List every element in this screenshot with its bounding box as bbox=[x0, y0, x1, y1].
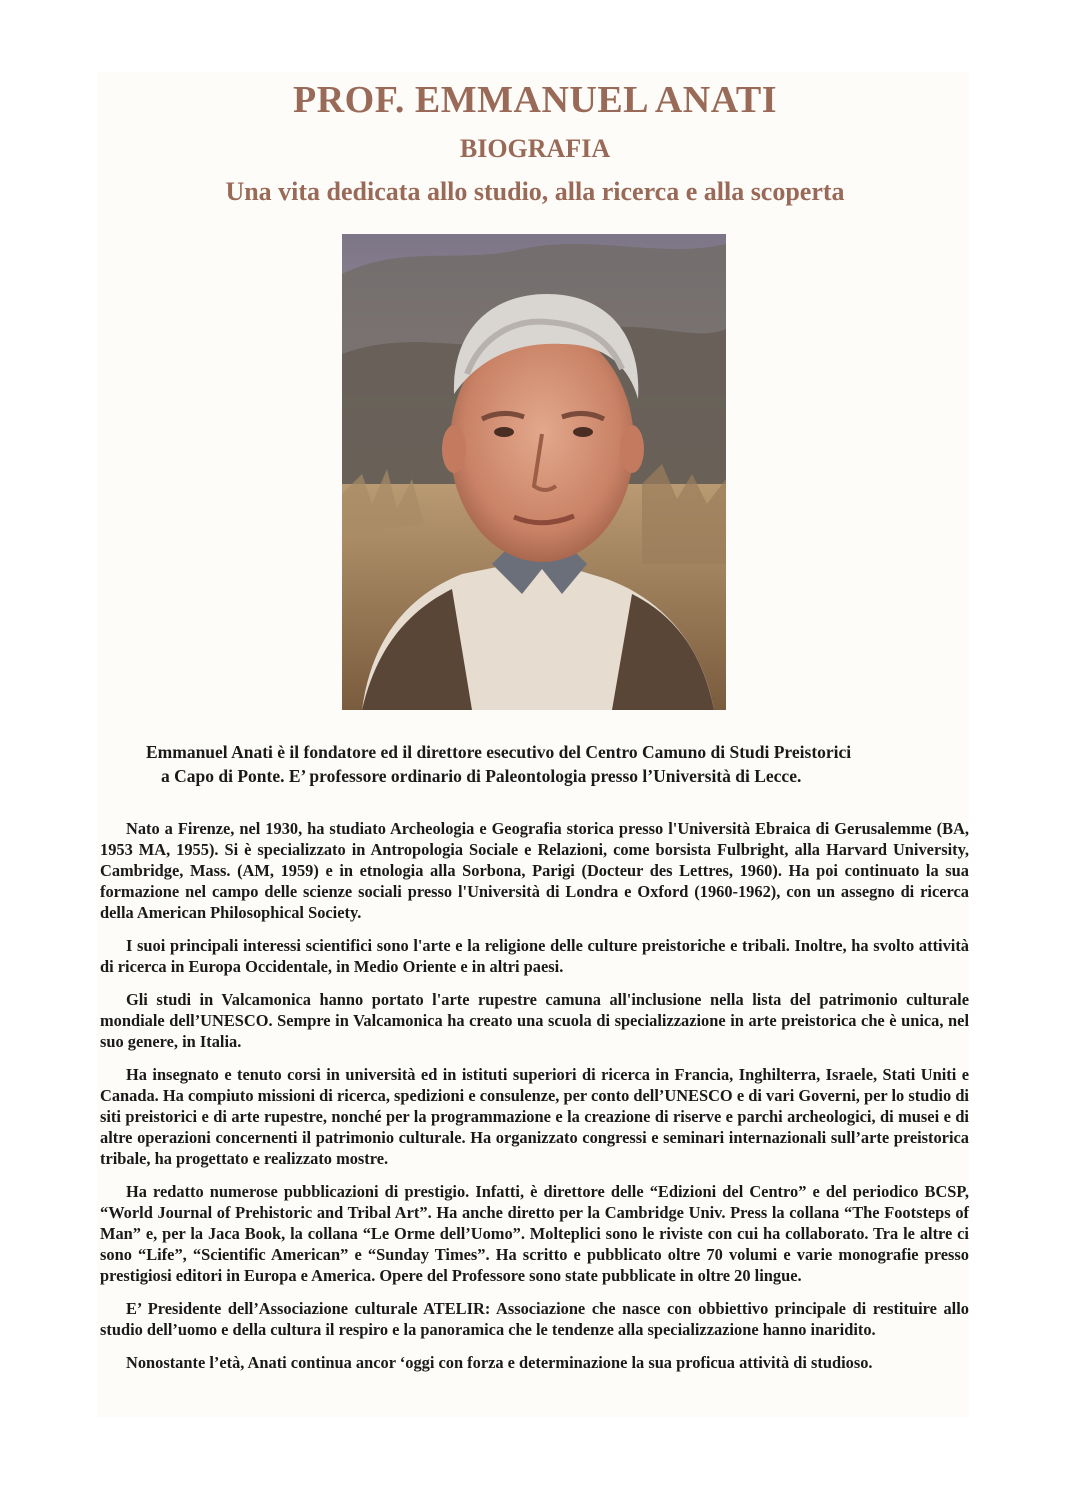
portrait-photo bbox=[342, 234, 726, 710]
intro-line-2: a Capo di Ponte. E’ professore ordinario di Paleontologia presso l’Università di Lecce. bbox=[161, 766, 802, 786]
intro-text bbox=[120, 740, 970, 788]
page-tagline: Una vita dedicata allo studio, alla ricerca e alla scoperta bbox=[225, 177, 845, 206]
page-title: PROF. EMMANUEL ANATI bbox=[293, 79, 777, 121]
intro-line-1: Emmanuel Anati è il fondatore ed il direttore esecutivo del Centro Camuno di Studi Preistorici bbox=[146, 742, 852, 762]
paragraph-atelir: E’ Presidente dell’Associazione culturale ATELIR: Associazione che nasce con obbiettivo principale di restituire allo studio dell’uomo e della cultura il respiro e la panoramica che le tendenze alla specializzazione hanno inaridito. bbox=[100, 1299, 969, 1339]
paragraph-closing: Nonostante l’età, Anati continua ancor ‘oggi con forza e determinazione la sua proficua attività di studioso. bbox=[126, 1353, 873, 1372]
paragraph-publications: Ha redatto numerose pubblicazioni di prestigio. Infatti, è direttore delle “Edizioni del Centro” e del periodico BCSP, “World Journal of Prehistoric and Tribal Art”. Ha anche diretto per la Cambridge Univ. Press la collana “The Footsteps of Man” e, per la Jaca Book, la collana “Le Orme dell’Uomo”. Molteplici sono le riviste con cui ha collaborato. Tra le altre ci sono “Life”, “Scientific American” e “Sunday Times”. Ha scritto e pubblicato oltre 70 volumi e varie monografie presso prestigiosi editori in Europa e America. Opere del Professore sono state pubblicate in oltre 20 lingue. bbox=[100, 1182, 969, 1285]
paragraph-valcamonica: Gli studi in Valcamonica hanno portato l'arte rupestre camuna all'inclusione nella lista del patrimonio culturale mondiale dell’UNESCO. Sempre in Valcamonica ha creato una scuola di specializzazione in arte preistorica che è unica, nel suo genere, in Italia. bbox=[100, 990, 969, 1051]
page-subtitle: BIOGRAFIA bbox=[459, 134, 611, 163]
paragraph-teaching: Ha insegnato e tenuto corsi in università ed in istituti superiori di ricerca in Francia, Inghilterra, Israele, Stati Uniti e Canada. Ha compiuto missioni di ricerca, spedizioni e consulenze, per conto dell’UNESCO e di vari Governi, per lo studio di siti preistorici e di arte rupestre, nonché per la programmazione e la creazione di riserve e parchi archeologici, di musei e di altre operazioni concernenti il patrimonio culturale. Ha organizzato congressi e seminari internazionali sull’arte preistorica tribale, ha progettato e realizzato mostre. bbox=[100, 1065, 969, 1168]
paragraph-birth-education: Nato a Firenze, nel 1930, ha studiato Archeologia e Geografia storica presso l'Università Ebraica di Gerusalemme (BA, 1953 MA, 1955). Si è specializzato in Antropologia Sociale e Relazioni, come borsista Fulbright, alla Harvard University, Cambridge, Mass. (AM, 1959) e in etnologia alla Sorbona, Parigi (Docteur des Lettres, 1960). Ha poi continuato la sua formazione nel campo delle scienze sociali presso l'Università di Londra e Oxford (1960-1962), con un assegno di ricerca della American Philosophical Society. bbox=[100, 819, 969, 922]
paragraph-interests: I suoi principali interessi scientifici sono l'arte e la religione delle culture preistoriche e tribali. Inoltre, ha svolto attività di ricerca in Europa Occidentale, in Medio Oriente e in altri paesi. bbox=[100, 936, 969, 976]
biography-body bbox=[100, 818, 969, 1385]
